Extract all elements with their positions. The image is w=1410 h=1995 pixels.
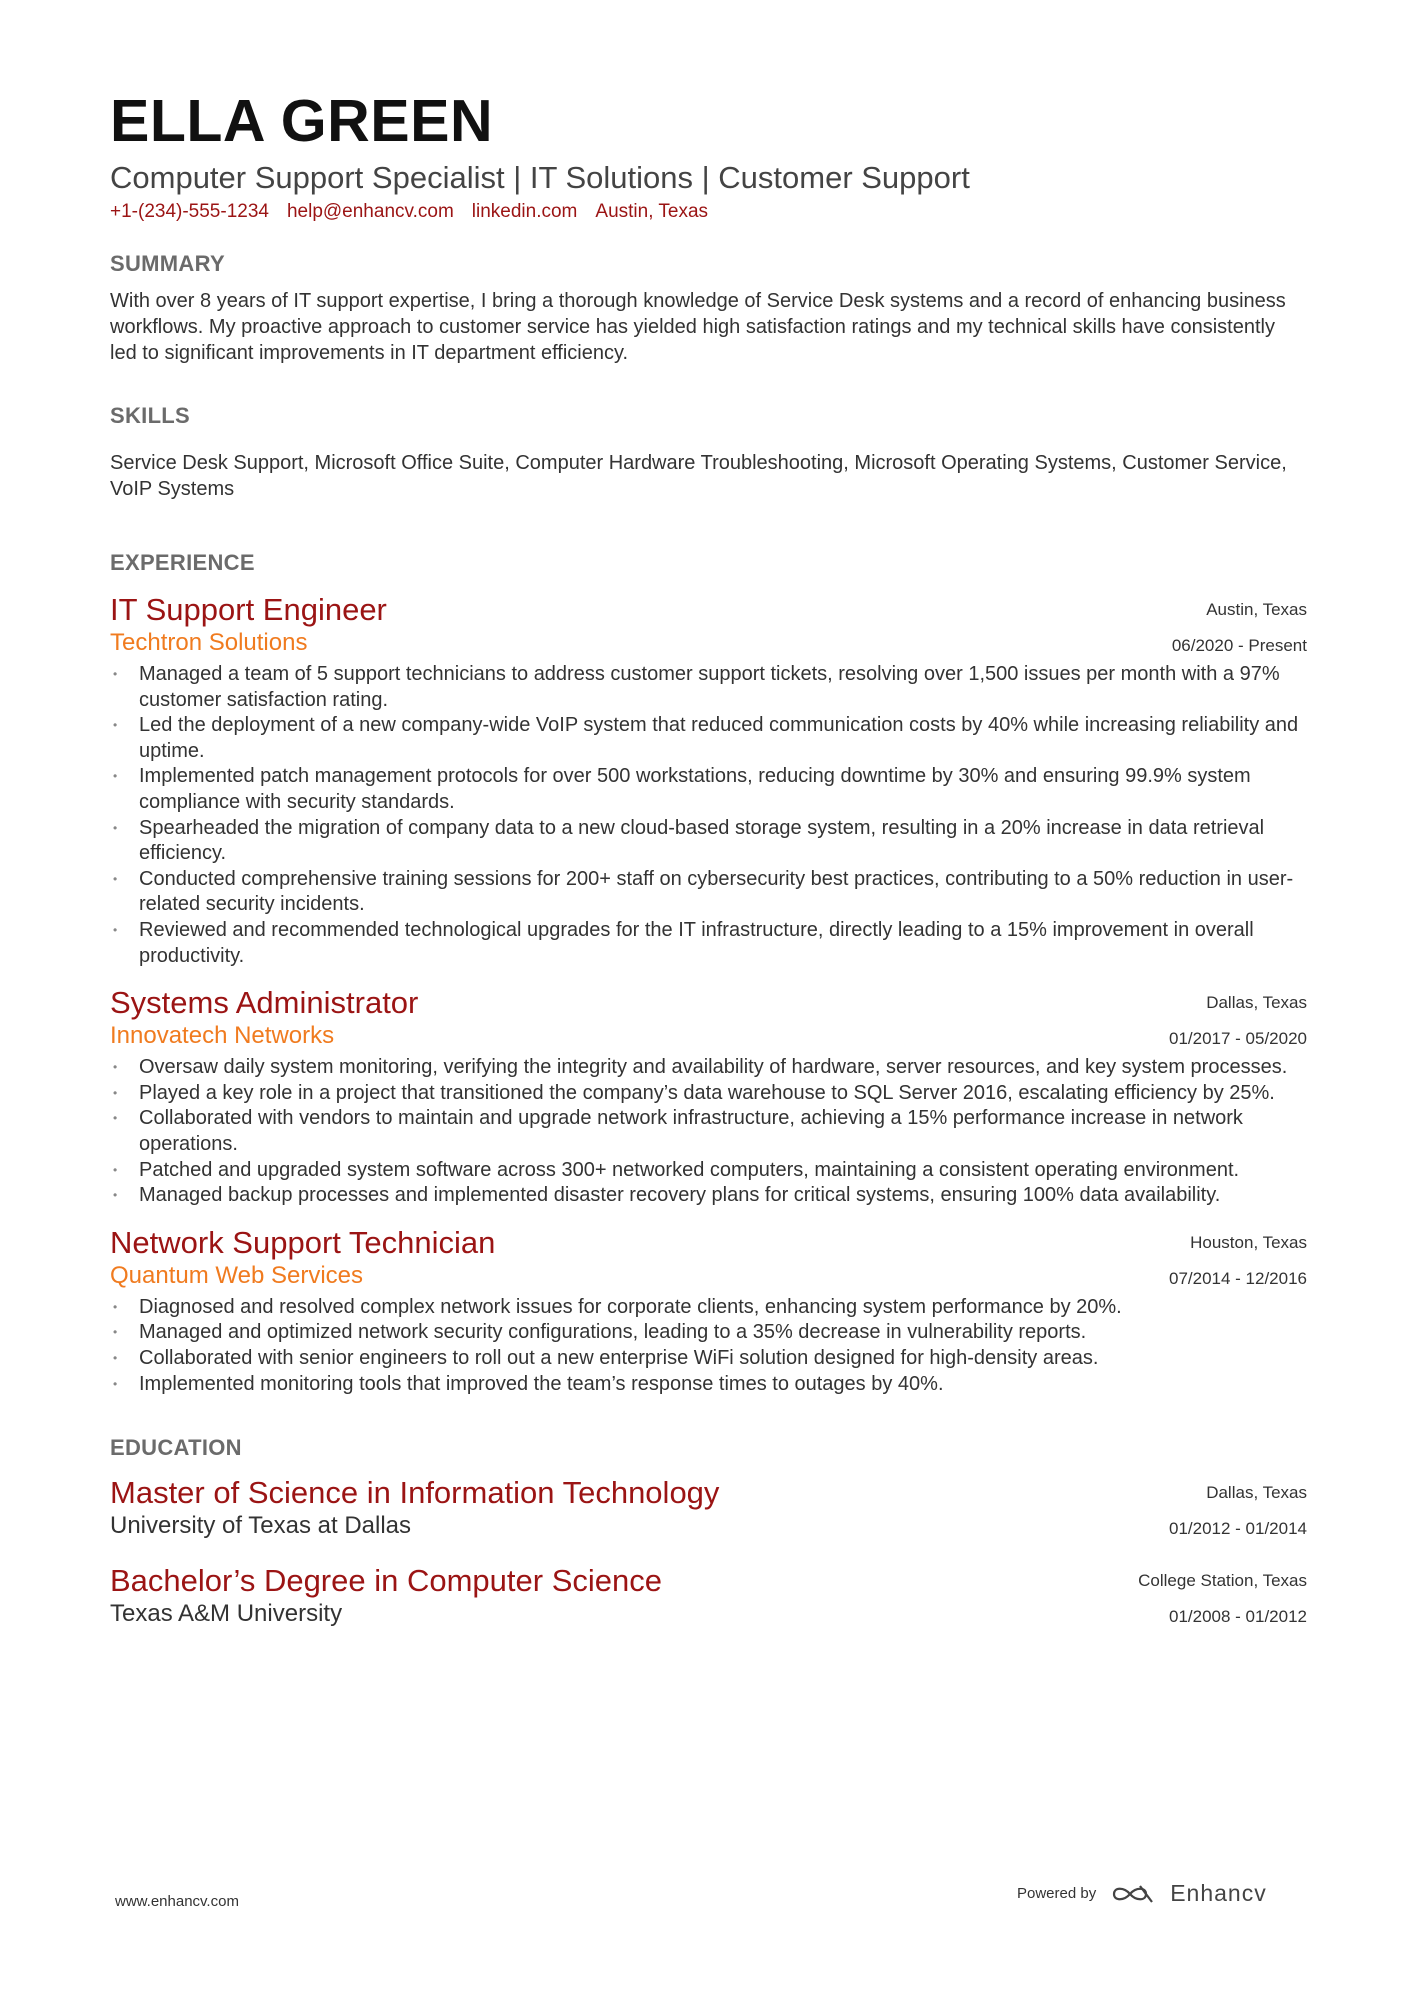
bullet-item: • Diagnosed and resolved complex network issues for corporate clients, enhancing system performance by 20%.: [110, 1295, 1307, 1321]
linkedin-link[interactable]: linkedin.com: [471, 201, 578, 223]
resume-page: [110, 88, 1307, 1629]
experience-item: [110, 592, 1307, 969]
job-meta: [1169, 985, 1307, 1057]
job-title: Systems Administrator: [110, 985, 419, 1021]
company-name: Techtron Solutions: [110, 629, 308, 657]
education-item: [110, 1563, 1307, 1629]
job-bullets: [110, 1295, 1307, 1397]
bullet-item: • Played a key role in a project that transitioned the company’s data warehouse to SQL Server 2016, escalating efficiency by 25%.: [110, 1081, 1307, 1107]
bullet-item: • Patched and upgraded system software across 300+ networked computers, maintaining a consistent operating environment.: [110, 1158, 1307, 1184]
company-name: Quantum Web Services: [110, 1261, 363, 1289]
brand-name: Enhancv: [1170, 1880, 1267, 1906]
education-item: [110, 1475, 1307, 1541]
bullet-item: • Reviewed and recommended technological upgrades for the IT infrastructure, directly leading to a 15% improvement in overall productivity.: [110, 918, 1307, 969]
bullet-item: • Spearheaded the migration of company data to a new cloud-based storage system, resulting in a 20% increase in data retrieval efficiency.: [110, 816, 1307, 867]
summary-text: With over 8 years of IT support expertise, I bring a thorough knowledge of Service Desk systems and a record of enhancing business workflows. My proactive approach to customer service has yielded high satisfaction ratings and my technical skills have consistently led to significant improvements in IT department efficiency.: [110, 290, 1286, 365]
footer-website-link[interactable]: www.enhancv.com: [115, 1893, 239, 1910]
education-dates: 01/2008 - 01/2012: [1168, 1607, 1307, 1627]
email-link[interactable]: help@enhancv.com: [286, 201, 454, 223]
powered-by-text: Powered by: [1017, 1885, 1097, 1902]
enhancv-logo-icon: [1110, 1882, 1156, 1906]
skills-heading: SKILLS: [110, 403, 191, 429]
degree-title: Master of Science in Information Technology: [110, 1475, 720, 1511]
job-location: Houston, Texas: [1190, 1232, 1307, 1252]
job-bullets: [110, 1055, 1307, 1209]
job-dates: 06/2020 - Present: [1171, 636, 1307, 656]
location-text: Austin, Texas: [595, 201, 709, 223]
experience-heading: EXPERIENCE: [110, 550, 255, 576]
bullet-item: • Implemented monitoring tools that improved the team’s response times to outages by 40%.: [110, 1372, 1307, 1398]
bullet-item: • Collaborated with vendors to maintain and upgrade network infrastructure, achieving a 15% performance increase in network operations.: [110, 1106, 1307, 1157]
candidate-title: Computer Support Specialist | IT Solutions | Customer Support: [110, 160, 970, 195]
school-name: University of Texas at Dallas: [110, 1512, 412, 1540]
company-name: Innovatech Networks: [110, 1022, 335, 1050]
education-dates: 01/2012 - 01/2014: [1168, 1519, 1307, 1539]
education-location: College Station, Texas: [1138, 1571, 1307, 1591]
footer-branding: [1017, 1880, 1267, 1907]
bullet-item: • Collaborated with senior engineers to roll out a new enterprise WiFi solution designed for high-density areas.: [110, 1346, 1307, 1372]
job-dates: 01/2017 - 05/2020: [1168, 1029, 1307, 1049]
job-title: IT Support Engineer: [110, 592, 387, 628]
bullet-item: • Led the deployment of a new company-wide VoIP system that reduced communication costs by 40% while increasing reliability and uptime.: [110, 713, 1307, 764]
bullet-item: • Conducted comprehensive training sessions for 200+ staff on cybersecurity best practices, contributing to a 50% reduction in user-related security incidents.: [110, 867, 1307, 918]
experience-item: [110, 985, 1307, 1209]
candidate-name: ELLA GREEN: [110, 88, 494, 154]
job-dates: 07/2014 - 12/2016: [1168, 1268, 1307, 1288]
education-meta: [1138, 1563, 1307, 1635]
education-heading: EDUCATION: [110, 1435, 242, 1461]
job-meta: [1169, 1225, 1307, 1297]
bullet-item: • Managed and optimized network security configurations, leading to a 35% decrease in vulnerability reports.: [110, 1320, 1307, 1346]
experience-item: [110, 1225, 1307, 1397]
summary-heading: SUMMARY: [110, 251, 225, 277]
education-meta: [1169, 1475, 1307, 1547]
job-location: Dallas, Texas: [1206, 993, 1307, 1013]
job-location: Austin, Texas: [1206, 600, 1307, 620]
job-bullets: [110, 662, 1307, 969]
education-location: Dallas, Texas: [1206, 1483, 1307, 1503]
bullet-item: • Managed backup processes and implemented disaster recovery plans for critical systems, ensuring 100% data availability.: [110, 1183, 1307, 1209]
degree-title: Bachelor’s Degree in Computer Science: [110, 1563, 662, 1599]
phone-link[interactable]: +1-(234)-555-1234: [110, 201, 269, 223]
bullet-item: • Oversaw daily system monitoring, verifying the integrity and availability of hardware, server resources, and key system processes.: [110, 1055, 1307, 1081]
bullet-item: • Managed a team of 5 support technicians to address customer support tickets, resolving over 1,500 issues per month with a 97% customer satisfaction rating.: [110, 662, 1307, 713]
bullet-item: • Implemented patch management protocols for over 500 workstations, reducing downtime by 30% and ensuring 99.9% system compliance with security standards.: [110, 764, 1307, 815]
job-title: Network Support Technician: [110, 1224, 496, 1260]
contact-info: [110, 201, 1307, 223]
job-meta: [1172, 592, 1307, 664]
skills-text: Service Desk Support, Microsoft Office Suite, Computer Hardware Troubleshooting, Microsoft Operating Systems, Customer Service, VoIP Systems: [110, 452, 1287, 501]
school-name: Texas A&M University: [110, 1600, 343, 1628]
